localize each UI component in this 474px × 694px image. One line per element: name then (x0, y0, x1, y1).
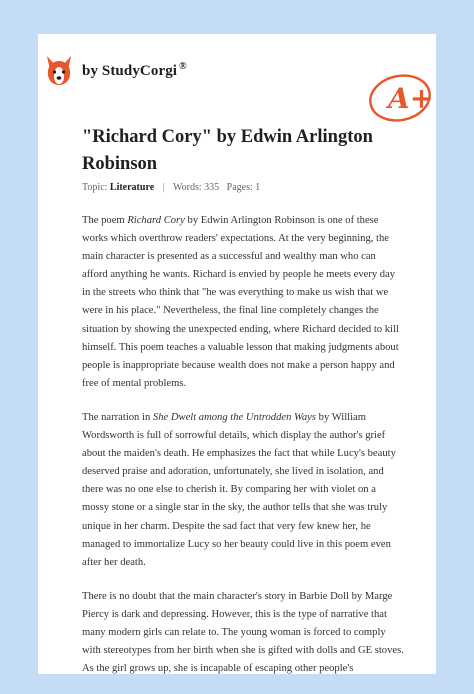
topic-label: Topic: (82, 182, 108, 193)
page-count: Pages: 1 (226, 182, 261, 193)
document-meta (82, 182, 260, 193)
paragraph-1: The poem Richard Cory by Edwin Arlington Robinson is one of these works which overthrow readers' expectations. At the very beginning, the main character is presented as a successful and wealthy man who can afford anything he wants. Richard is envied by people he meets every day in the streets who think that "he was everything to make us wish that we were in his place." Nevertheless, the final line completely changes the situation by showing the unexpected ending, where Richard decided to kill himself. This poem teaches a valuable lesson that making judgments about people is inappropriate because wealth does not make a person happy and free of mental problems. (82, 215, 399, 389)
registered-mark: ® (179, 60, 187, 72)
paragraph-2: The narration in She Dwelt among the Untrodden Ways by William Wordsworth is full of sorrowful details, which display the author's grief about the maiden's death. He emphasizes the fact that while Lucy's beauty deserved praise and adoration, unfortunately, she lived in isolation, and there was no one else to cherish it. By comparing her with violet on a mossy stone or a single star in the sky, the author tells that she was truly unique in her charm. Despite the sad fact that very few knew her, he managed to immortalize Lucy so her beauty could live in this poem even after her death. (82, 411, 396, 568)
corgi-logo-icon (44, 53, 74, 87)
topic-link[interactable]: Literature (109, 182, 155, 193)
grade-a-plus-stamp (366, 68, 440, 124)
essay-body (82, 212, 404, 694)
brand-header[interactable] (44, 50, 187, 90)
brand-name: by StudyCorgi ® (82, 60, 187, 79)
paragraph-3: There is no doubt that the main character's story in Barbie Doll by Marge Piercy is dark and depressing. However, this is the type of narrative that many modern girls can relate to. The young woman is forced to comply with stereotypes from her birth when she is gifted with dolls and GE stoves. As the girl grows up, she is incapable of escaping other people's (82, 590, 404, 675)
meta-separator: | (162, 182, 165, 193)
word-count: Words: 335 (173, 182, 220, 193)
grade-text: A+ (388, 82, 434, 115)
page-title: "Richard Cory" by Edwin Arlington Robinson (82, 127, 373, 174)
